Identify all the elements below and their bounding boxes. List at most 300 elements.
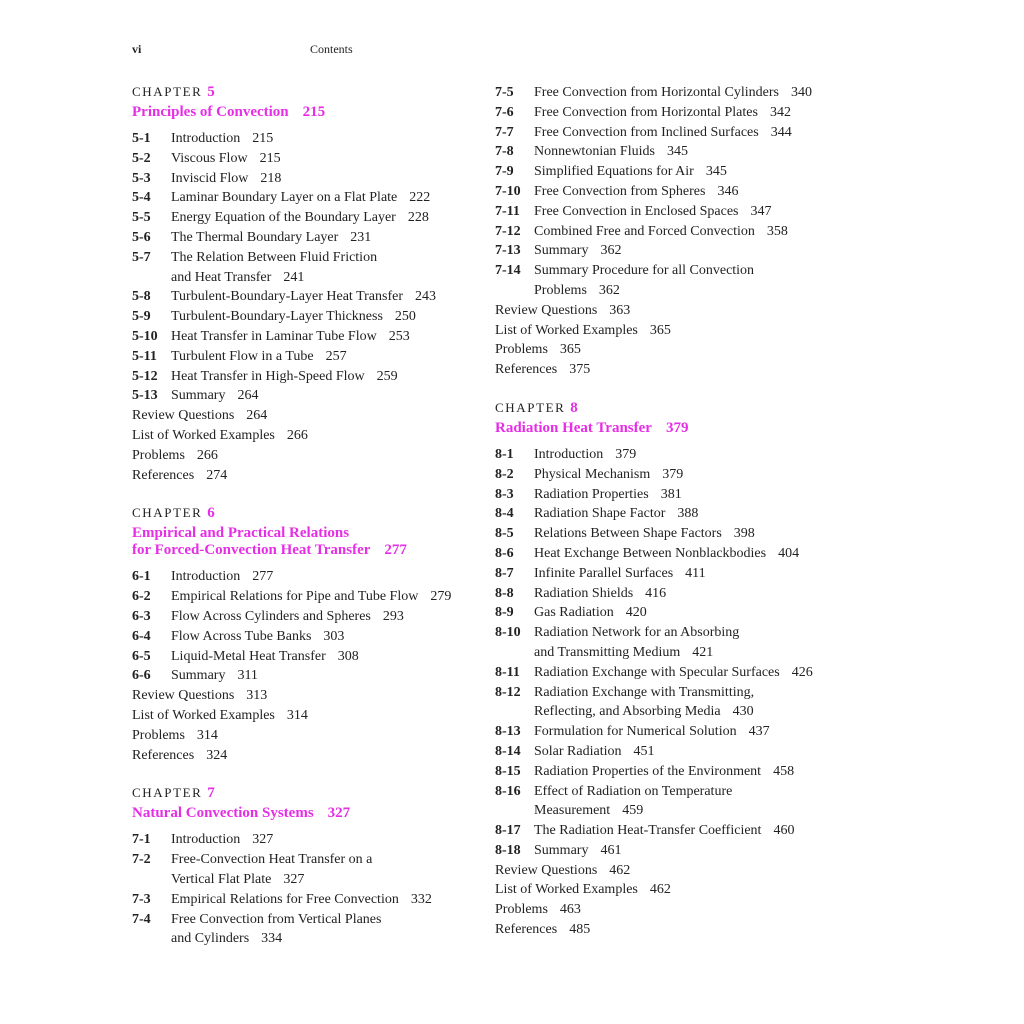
- section-page: 231: [350, 229, 372, 245]
- chapter-title-line: [132, 542, 472, 559]
- back-matter-page: 463: [559, 902, 581, 918]
- section-page: 215: [259, 150, 281, 166]
- chapter-label-line: [132, 784, 472, 802]
- toc-section-entry: [132, 367, 472, 387]
- section-title: and Heat Transfer: [171, 269, 272, 285]
- section-title-line: [171, 327, 472, 347]
- toc-back-matter-entry: [495, 301, 835, 321]
- toc-section-entry: [495, 782, 835, 822]
- section-page: 279: [430, 589, 452, 605]
- back-matter-page: 375: [569, 362, 591, 378]
- section-page: 362: [598, 282, 620, 298]
- section-title-line: [534, 281, 835, 301]
- toc-back-matter-entry: [495, 861, 835, 881]
- section-number: 7-11: [495, 203, 520, 219]
- section-page: 332: [410, 891, 432, 907]
- section-page: 308: [337, 648, 359, 664]
- section-title-line: [171, 929, 472, 949]
- section-number: 6-5: [132, 648, 151, 664]
- toc-section-entry: [495, 762, 835, 782]
- back-matter-page: 462: [609, 862, 631, 878]
- toc-section-entry: [132, 850, 472, 890]
- section-title-line: [171, 666, 472, 686]
- section-page: 430: [732, 704, 754, 720]
- section-title-line: [534, 142, 835, 162]
- section-number: 7-1: [132, 832, 151, 848]
- section-title-line: [534, 623, 835, 643]
- back-matter-label: Review Questions: [495, 302, 598, 318]
- section-number: 5-11: [132, 348, 157, 364]
- section-number: 8-10: [495, 625, 521, 641]
- section-title: Relations Between Shape Factors: [534, 526, 722, 542]
- section-title: Vertical Flat Plate: [171, 871, 272, 887]
- section-page: 243: [415, 289, 436, 305]
- back-matter-page: 313: [246, 688, 268, 704]
- toc-section-entry: [132, 129, 472, 149]
- section-title: Effect of Radiation on Temperature: [534, 783, 733, 799]
- toc-back-matter-entry: [132, 446, 472, 466]
- chapter-8: [495, 399, 835, 940]
- section-title: Gas Radiation: [534, 605, 614, 621]
- page-number: vi: [132, 42, 142, 56]
- page-header: [132, 42, 353, 57]
- section-title: Empirical Relations for Free Convection: [171, 891, 399, 907]
- section-title: Problems: [534, 282, 587, 298]
- section-number: 5-5: [132, 210, 151, 226]
- section-page: 458: [773, 763, 795, 779]
- chapter-title: [132, 805, 472, 822]
- back-matter-page: 274: [206, 467, 228, 483]
- section-number: 8-3: [495, 486, 514, 502]
- section-number: 8-2: [495, 466, 514, 482]
- section-page: 327: [283, 871, 305, 887]
- back-matter-label: References: [495, 362, 558, 378]
- section-number: 5-4: [132, 190, 151, 206]
- section-title-line: [171, 647, 472, 667]
- section-title: Free Convection from Spheres: [534, 183, 706, 199]
- section-title: Heat Transfer in High-Speed Flow: [171, 368, 365, 384]
- section-number: 6-1: [132, 569, 151, 585]
- chapter-number: 8: [570, 399, 578, 416]
- section-number: 7-7: [495, 124, 514, 140]
- toc-section-entry: [495, 103, 835, 123]
- section-page: 381: [660, 486, 682, 502]
- toc-section-entry: [495, 623, 835, 663]
- section-number: 7-2: [132, 852, 151, 868]
- section-title-line: [171, 587, 472, 607]
- section-title: Liquid-Metal Heat Transfer: [171, 648, 326, 664]
- chapter-title-text: Natural Convection Systems: [132, 805, 314, 822]
- section-title-line: [534, 123, 835, 143]
- back-matter-label: References: [132, 467, 195, 483]
- section-title: Laminar Boundary Layer on a Flat Plate: [171, 190, 398, 206]
- back-matter-label: Problems: [132, 727, 185, 743]
- section-title: The Relation Between Fluid Friction: [171, 249, 378, 265]
- toc-section-entry: [495, 524, 835, 544]
- section-page: 257: [325, 348, 347, 364]
- back-matter-label: Problems: [495, 342, 548, 358]
- section-number: 8-16: [495, 783, 521, 799]
- section-number: 8-1: [495, 446, 514, 462]
- chapter-label-line: [495, 399, 835, 417]
- section-page: 362: [600, 243, 622, 259]
- section-page: 411: [685, 565, 706, 581]
- chapter-title: [132, 104, 472, 121]
- section-title-line: [171, 287, 472, 307]
- back-matter-page: 365: [559, 342, 581, 358]
- chapter-number: 7: [207, 785, 215, 802]
- section-page: 334: [261, 931, 283, 947]
- toc-back-matter-entry: [495, 360, 835, 380]
- back-matter-page: 363: [609, 302, 631, 318]
- section-title-line: [534, 465, 835, 485]
- section-title: Radiation Shields: [534, 585, 634, 601]
- chapter-number: 5: [207, 84, 215, 100]
- section-title-line: [534, 83, 835, 103]
- section-title: Free Convection from Horizontal Plates: [534, 104, 758, 120]
- section-page: 241: [283, 269, 305, 285]
- section-page: 379: [615, 446, 637, 462]
- back-matter-label: Problems: [495, 902, 548, 918]
- section-title-line: [534, 603, 835, 623]
- section-number: 8-11: [495, 664, 520, 680]
- section-title: Introduction: [171, 569, 241, 585]
- section-title: Free-Convection Heat Transfer on a: [171, 852, 373, 868]
- section-number: 8-6: [495, 545, 514, 561]
- section-title-line: [534, 722, 835, 742]
- section-number: 7-3: [132, 891, 151, 907]
- section-number: 8-14: [495, 743, 521, 759]
- chapter-title-line: [132, 805, 472, 822]
- chapter-label: CHAPTER: [132, 84, 203, 99]
- section-page: 404: [778, 545, 800, 561]
- toc-section-entry: [495, 142, 835, 162]
- section-title: Heat Transfer in Laminar Tube Flow: [171, 328, 377, 344]
- section-title: Summary: [534, 243, 589, 259]
- toc-section-entry: [132, 386, 472, 406]
- chapter-title-line: [132, 525, 472, 542]
- section-number: 5-9: [132, 309, 151, 325]
- toc-section-entry: [132, 627, 472, 647]
- toc-back-matter-entry: [132, 706, 472, 726]
- section-title: Formulation for Numerical Solution: [534, 724, 737, 740]
- section-title-line: [534, 544, 835, 564]
- section-title-line: [171, 129, 472, 149]
- toc-section-entry: [495, 663, 835, 683]
- toc-section-entry: [132, 890, 472, 910]
- back-matter-label: Review Questions: [495, 862, 598, 878]
- toc-section-entry: [495, 504, 835, 524]
- section-number: 8-17: [495, 823, 521, 839]
- toc-section-entry: [495, 83, 835, 103]
- chapter-page: 215: [302, 104, 326, 120]
- section-page: 420: [625, 605, 647, 621]
- toc-section-entry: [495, 261, 835, 301]
- section-number: 5-2: [132, 150, 151, 166]
- chapter-page: 277: [384, 542, 407, 559]
- toc-section-entry: [495, 485, 835, 505]
- section-title-line: [171, 248, 472, 268]
- section-number: 8-5: [495, 526, 514, 542]
- section-number: 7-14: [495, 263, 521, 279]
- back-matter-page: 264: [246, 408, 268, 424]
- toc-section-entry: [132, 910, 472, 950]
- back-matter-page: 365: [649, 322, 671, 338]
- toc-section-entry: [495, 841, 835, 861]
- section-title-line: [534, 241, 835, 261]
- section-title: Summary Procedure for all Convection: [534, 263, 755, 279]
- toc-section-entry: [132, 587, 472, 607]
- section-number: 5-8: [132, 289, 151, 305]
- section-title-line: [534, 643, 835, 663]
- toc-section-entry: [132, 327, 472, 347]
- toc-section-entry: [132, 347, 472, 367]
- section-number: 7-8: [495, 144, 514, 160]
- section-title: Simplified Equations for Air: [534, 164, 694, 180]
- section-number: 5-1: [132, 131, 151, 146]
- section-title: Summary: [171, 388, 226, 404]
- toc-section-entry: [495, 821, 835, 841]
- section-title-line: [534, 841, 835, 861]
- section-page: 303: [323, 628, 345, 644]
- section-page: 311: [237, 668, 258, 684]
- section-page: 460: [773, 823, 795, 839]
- section-page: 340: [790, 85, 812, 100]
- section-number: 5-7: [132, 249, 151, 265]
- running-title: Contents: [310, 42, 353, 56]
- back-matter-label: List of Worked Examples: [132, 707, 275, 723]
- toc-section-entry: [132, 666, 472, 686]
- section-title-line: [534, 222, 835, 242]
- section-title: Turbulent Flow in a Tube: [171, 348, 314, 364]
- section-title: Viscous Flow: [171, 150, 248, 166]
- section-title-line: [171, 607, 472, 627]
- section-title: The Radiation Heat-Transfer Coefficient: [534, 823, 762, 839]
- section-number: 5-10: [132, 328, 158, 344]
- back-matter-label: References: [495, 922, 558, 938]
- section-title: Flow Across Cylinders and Spheres: [171, 608, 371, 624]
- section-title-line: [171, 910, 472, 930]
- section-number: 6-4: [132, 628, 151, 644]
- section-number: 8-4: [495, 506, 514, 522]
- toc-back-matter-entry: [132, 746, 472, 766]
- section-title: Radiation Shape Factor: [534, 506, 666, 522]
- back-matter-label: List of Worked Examples: [132, 427, 275, 443]
- section-title-line: [171, 870, 472, 890]
- back-matter-label: List of Worked Examples: [495, 882, 638, 898]
- back-matter-page: 266: [196, 447, 218, 463]
- toc-section-entry: [132, 307, 472, 327]
- section-page: 398: [733, 526, 755, 542]
- toc-section-entry: [495, 465, 835, 485]
- section-title-line: [171, 208, 472, 228]
- section-title: Radiation Exchange with Transmitting,: [534, 684, 755, 700]
- section-title-line: [534, 683, 835, 703]
- section-page: 426: [791, 664, 813, 680]
- section-title-line: [534, 162, 835, 182]
- section-title-line: [171, 169, 472, 189]
- section-title: Summary: [534, 842, 589, 858]
- section-title: and Cylinders: [171, 931, 250, 947]
- toc-back-matter-entry: [495, 321, 835, 341]
- toc-section-entry: [495, 544, 835, 564]
- toc-section-entry: [132, 830, 472, 850]
- back-matter-label: Problems: [132, 447, 185, 463]
- section-page: 345: [666, 144, 688, 160]
- chapter-7-continued: [495, 83, 835, 380]
- toc-section-entry: [132, 248, 472, 288]
- section-page: 228: [407, 210, 429, 226]
- section-title-line: [534, 801, 835, 821]
- section-title-line: [534, 702, 835, 722]
- section-page: 250: [394, 309, 416, 325]
- section-title: Measurement: [534, 803, 611, 819]
- section-number: 8-13: [495, 724, 521, 740]
- toc-section-entry: [132, 567, 472, 587]
- section-title: Introduction: [171, 131, 241, 146]
- toc-section-entry: [132, 647, 472, 667]
- section-number: 7-13: [495, 243, 521, 259]
- section-page: 388: [677, 506, 699, 522]
- section-title-line: [534, 261, 835, 281]
- back-matter-page: 314: [286, 707, 308, 723]
- section-title-line: [171, 307, 472, 327]
- section-page: 346: [717, 183, 739, 199]
- chapter-page: 327: [327, 805, 351, 822]
- section-title-line: [534, 762, 835, 782]
- section-number: 6-3: [132, 608, 151, 624]
- toc-section-entry: [495, 722, 835, 742]
- section-title: Radiation Properties of the Environment: [534, 763, 762, 779]
- chapter-title-line: [495, 420, 835, 437]
- section-title: Free Convection from Vertical Planes: [171, 911, 382, 927]
- section-title: Free Convection from Horizontal Cylinders: [534, 85, 779, 100]
- toc-back-matter-entry: [495, 880, 835, 900]
- toc-section-entry: [132, 607, 472, 627]
- toc-back-matter-entry: [495, 920, 835, 940]
- section-page: 342: [769, 104, 791, 120]
- section-page: 222: [409, 190, 431, 206]
- section-page: 461: [600, 842, 622, 858]
- toc-back-matter-entry: [132, 426, 472, 446]
- section-number: 8-18: [495, 842, 521, 858]
- section-page: 451: [633, 743, 655, 759]
- section-title-line: [534, 182, 835, 202]
- back-matter-page: 324: [206, 747, 228, 763]
- section-title-line: [534, 504, 835, 524]
- back-matter-page: 266: [286, 427, 308, 443]
- section-title-line: [534, 663, 835, 683]
- section-title: Summary: [171, 668, 226, 684]
- section-title-line: [534, 103, 835, 123]
- section-page: 277: [252, 569, 274, 585]
- section-title-line: [171, 850, 472, 870]
- chapter-title-text: for Forced-Convection Heat Transfer: [132, 542, 371, 559]
- toc-back-matter-entry: [132, 406, 472, 426]
- toc-section-entry: [132, 228, 472, 248]
- section-title: Free Convection in Enclosed Spaces: [534, 203, 739, 219]
- section-title-line: [171, 627, 472, 647]
- section-number: 7-10: [495, 183, 521, 199]
- section-number: 7-12: [495, 223, 521, 239]
- toc-section-entry: [495, 182, 835, 202]
- chapter-label: CHAPTER: [132, 785, 203, 801]
- toc-section-entry: [132, 208, 472, 228]
- section-title-line: [171, 268, 472, 288]
- back-matter-label: Review Questions: [132, 688, 235, 704]
- chapter-title-text: Radiation Heat Transfer: [495, 419, 652, 436]
- section-number: 5-3: [132, 170, 151, 186]
- section-title: Free Convection from Inclined Surfaces: [534, 124, 759, 140]
- section-number: 6-6: [132, 668, 151, 684]
- section-title-line: [534, 782, 835, 802]
- chapter-label: CHAPTER: [495, 399, 566, 415]
- section-page: 264: [237, 388, 259, 404]
- chapter-label: CHAPTER: [132, 505, 203, 521]
- section-page: 293: [382, 608, 404, 624]
- section-number: 7-6: [495, 104, 514, 120]
- section-title-line: [171, 567, 472, 587]
- section-title-line: [171, 228, 472, 248]
- section-number: 8-7: [495, 565, 514, 581]
- chapter-7: [132, 784, 472, 949]
- toc-section-entry: [495, 222, 835, 242]
- section-title: Empirical Relations for Pipe and Tube Flow: [171, 589, 419, 605]
- chapter-title: [495, 420, 835, 437]
- toc-section-entry: [495, 445, 835, 465]
- section-page: 347: [750, 203, 772, 219]
- toc-back-matter-entry: [495, 340, 835, 360]
- toc-section-entry: [132, 169, 472, 189]
- section-title: Infinite Parallel Surfaces: [534, 565, 674, 581]
- section-title: Inviscid Flow: [171, 170, 249, 186]
- section-number: 7-4: [132, 911, 151, 927]
- section-title-line: [171, 830, 472, 850]
- section-page: 218: [260, 170, 282, 186]
- section-title: Radiation Exchange with Specular Surfaces: [534, 664, 780, 680]
- toc-section-entry: [132, 149, 472, 169]
- section-title-line: [171, 188, 472, 208]
- section-page: 379: [662, 466, 684, 482]
- section-title: Physical Mechanism: [534, 466, 651, 482]
- toc-section-entry: [495, 683, 835, 723]
- section-title-line: [534, 821, 835, 841]
- toc-section-entry: [495, 162, 835, 182]
- section-number: 5-6: [132, 229, 151, 245]
- section-number: 7-9: [495, 164, 514, 180]
- section-number: 5-12: [132, 368, 158, 384]
- section-title: Combined Free and Forced Convection: [534, 223, 755, 239]
- section-title-line: [534, 742, 835, 762]
- section-title-line: [534, 485, 835, 505]
- section-title: Energy Equation of the Boundary Layer: [171, 210, 396, 226]
- back-matter-label: List of Worked Examples: [495, 322, 638, 338]
- section-title-line: [534, 584, 835, 604]
- section-title: Solar Radiation: [534, 743, 622, 759]
- toc-left-column: [132, 83, 472, 968]
- chapter-label-line: [132, 83, 472, 101]
- toc-right-column: [495, 83, 835, 959]
- toc-back-matter-entry: [132, 686, 472, 706]
- section-title: Turbulent-Boundary-Layer Thickness: [171, 309, 383, 325]
- chapter-label-line: [132, 504, 472, 522]
- section-title: Flow Across Tube Banks: [171, 628, 312, 644]
- section-title: Turbulent-Boundary-Layer Heat Transfer: [171, 289, 403, 305]
- toc-section-entry: [495, 742, 835, 762]
- back-matter-page: 314: [196, 727, 218, 743]
- section-number: 7-5: [495, 85, 514, 100]
- chapter-number: 6: [207, 505, 215, 522]
